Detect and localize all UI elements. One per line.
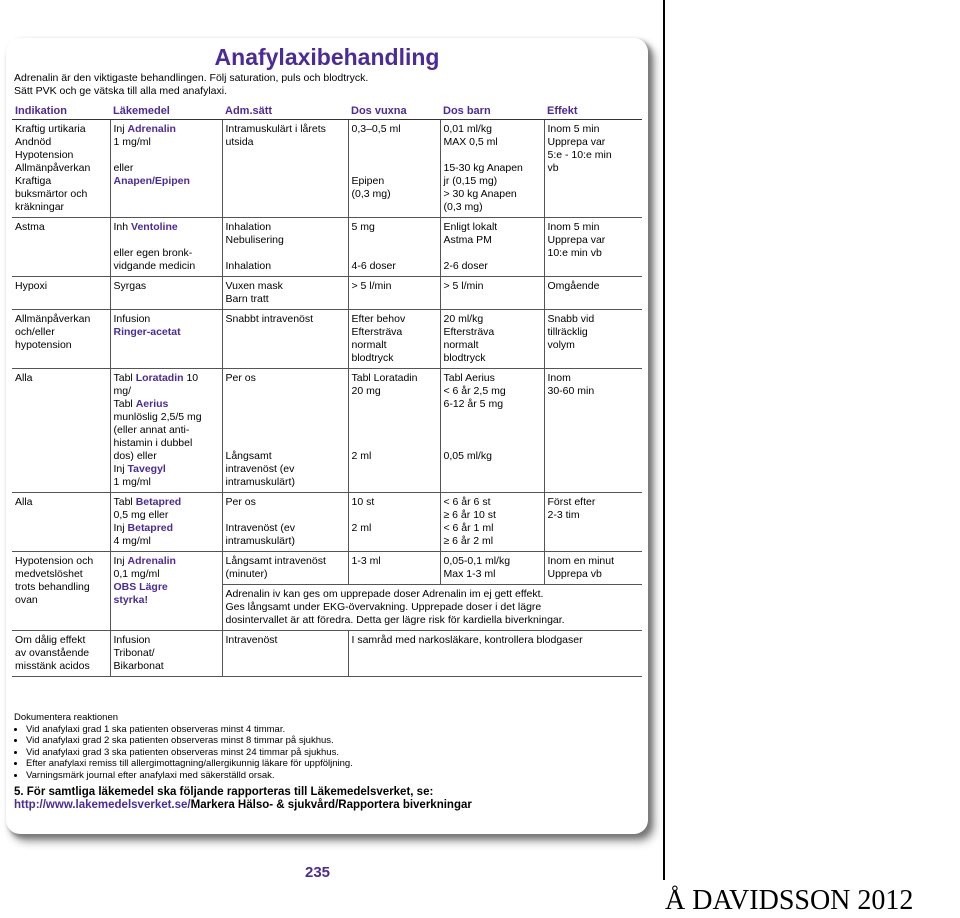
cell-dos-barn: 0,01 ml/kg MAX 0,5 ml 15-30 kg Anapen jr (0,15 mg) > 30 kg Anapen (0,3 mg) xyxy=(440,120,544,218)
cell-dos-barn: 0,05-0,1 ml/kg Max 1-3 ml xyxy=(440,552,544,585)
cell-lakemedel: Inj Adrenalin 1 mg/ml eller Anapen/Epipen xyxy=(110,120,222,218)
cell-dos-vuxna: Tabl Loratadin 20 mg 2 ml xyxy=(348,369,440,493)
cell-lakemedel: Tabl Loratadin 10 mg/ Tabl Aerius munlöslig 2,5/5 mg (eller annat anti- histamin i dubbel dos) eller Inj Tavegyl 1 mg/ml xyxy=(110,369,222,493)
table-row xyxy=(12,310,642,369)
header-cell: Indikation xyxy=(12,104,110,120)
cell-effekt: Inom 5 min Upprepa var 10:e min vb xyxy=(544,218,642,277)
cell-admsatt: Inhalation Nebulisering Inhalation xyxy=(222,218,348,277)
cell-dos-vuxna: > 5 l/min xyxy=(348,277,440,310)
cell-indikation: Hypoxi xyxy=(12,277,110,310)
reporting-note: 5. För samtliga läkemedel ska följande rapporteras till Läkemedelsverket, se: http://www.lakemedelsverket.se/Markera Hälso- & sjukvård/Rapportera biverkningar xyxy=(14,786,472,811)
table-row xyxy=(12,120,642,218)
list-item: • Varningsmärk journal efter anafylaxi med säkerställd orsak. xyxy=(26,770,353,782)
cell-indikation: Hypotension och medvetslöshet trots behandling ovan xyxy=(12,552,110,631)
cell-note: I samråd med narkosläkare, kontrollera blodgaser xyxy=(348,631,642,677)
cell-dos-barn: 20 ml/kg Eftersträva normalt blodtryck xyxy=(440,310,544,369)
cell-dos-barn: > 5 l/min xyxy=(440,277,544,310)
cell-effekt: Inom 30-60 min xyxy=(544,369,642,493)
table-row xyxy=(12,631,642,677)
header-cell: Effekt xyxy=(544,104,642,120)
cell-dos-vuxna: 0,3–0,5 ml Epipen (0,3 mg) xyxy=(348,120,440,218)
page-number: 235 xyxy=(305,864,331,881)
cell-indikation: Kraftig urtikaria Andnöd Hypotension Allmänpåverkan Kraftiga buksmärtor och kräkningar xyxy=(12,120,110,218)
cell-indikation: Alla xyxy=(12,369,110,493)
list-item: • Vid anafylaxi grad 2 ska patienten observeras minst 8 timmar på sjukhus. xyxy=(26,735,353,747)
cell-admsatt: Vuxen mask Barn tratt xyxy=(222,277,348,310)
documentation-notes: Dokumentera reaktionen • Vid anafylaxi grad 1 ska patienten observeras minst 4 timmar. • Vid anafylaxi grad 2 ska patienten observeras minst 8 timmar på sjukhus. • Vid anafylaxi grad 3 ska patienten observeras minst 24 timmar på sjukhus. • Efter anafylaxi remiss till allergimottagning/allergikunnig läkare för uppföljning. • Varningsmärk journal efter anafylaxi med säkerställd orsak. xyxy=(14,712,353,781)
cell-effekt: Omgående xyxy=(544,277,642,310)
cell-lakemedel: Inj Adrenalin 0,1 mg/ml OBS Lägre styrka! xyxy=(110,552,222,631)
cell-indikation: Allmänpåverkan och/eller hypotension xyxy=(12,310,110,369)
cell-effekt: Först efter 2-3 tim xyxy=(544,493,642,552)
cell-admsatt: Snabbt intravenöst xyxy=(222,310,348,369)
treatment-table xyxy=(12,104,642,677)
cell-dos-vuxna: Efter behov Eftersträva normalt blodtryck xyxy=(348,310,440,369)
cell-dos-barn: Enligt lokalt Astma PM 2-6 doser xyxy=(440,218,544,277)
list-item: • Efter anafylaxi remiss till allergimottagning/allergikunnig läkare för uppföljning. xyxy=(26,758,353,770)
intro-text: Adrenalin är den viktigaste behandlingen. Följ saturation, puls och blodtryck. Sätt PVK och ge vätska till alla med anafylaxi. xyxy=(14,72,369,97)
cell-dos-vuxna: 5 mg 4-6 doser xyxy=(348,218,440,277)
cell-dos-vuxna: 1-3 ml xyxy=(348,552,440,585)
cell-admsatt: Intravenöst xyxy=(222,631,348,677)
cell-lakemedel: Tabl Betapred 0,5 mg eller Inj Betapred 4 mg/ml xyxy=(110,493,222,552)
cell-dos-vuxna: 10 st 2 ml xyxy=(348,493,440,552)
author-credit: Å DAVIDSSON 2012 xyxy=(665,885,914,916)
list-item: • Vid anafylaxi grad 3 ska patienten observeras minst 24 timmar på sjukhus. xyxy=(26,747,353,759)
table-row xyxy=(12,493,642,552)
cell-admsatt: Långsamt intravenöst (minuter) xyxy=(222,552,348,585)
header-cell: Dos barn xyxy=(440,104,544,120)
cell-lakemedel: Inh Ventoline eller egen bronk- vidgande medicin xyxy=(110,218,222,277)
cell-indikation: Alla xyxy=(12,493,110,552)
cell-note: Adrenalin iv kan ges om upprepade doser Adrenalin im ej gett effekt. Ges långsamt under EKG-övervakning. Upprepade doser i det lägre dosintervallet är att föredra. Detta ger lägre risk för kardiella biverkningar. xyxy=(222,585,642,631)
table-row xyxy=(12,277,642,310)
cell-dos-barn: Tabl Aerius < 6 år 2,5 mg 6-12 år 5 mg 0,05 ml/kg xyxy=(440,369,544,493)
lakemedelsverket-link[interactable]: http://www.lakemedelsverket.se/ xyxy=(14,799,191,811)
header-cell: Adm.sätt xyxy=(222,104,348,120)
cell-admsatt: Per os Intravenöst (ev intramuskulärt) xyxy=(222,493,348,552)
cell-dos-barn: < 6 år 6 st ≥ 6 år 10 st < 6 år 1 ml ≥ 6 år 2 ml xyxy=(440,493,544,552)
header-cell: Dos vuxna xyxy=(348,104,440,120)
cell-effekt: Inom 5 min Upprepa var 5:e - 10:e min vb xyxy=(544,120,642,218)
cell-admsatt: Per os Långsamt intravenöst (ev intramuskulärt) xyxy=(222,369,348,493)
divider-line xyxy=(663,0,665,880)
list-item: • Vid anafylaxi grad 1 ska patienten observeras minst 4 timmar. xyxy=(26,724,353,736)
table-row xyxy=(12,218,642,277)
cell-indikation: Astma xyxy=(12,218,110,277)
cell-lakemedel: Syrgas xyxy=(110,277,222,310)
cell-effekt: Snabb vid tillräcklig volym xyxy=(544,310,642,369)
cell-admsatt: Intramuskulärt i lårets utsida xyxy=(222,120,348,218)
table-row xyxy=(12,552,642,585)
cell-effekt: Inom en minut Upprepa vb xyxy=(544,552,642,585)
page-title: Anafylaxibehandling xyxy=(214,44,440,70)
header-cell: Läkemedel xyxy=(110,104,222,120)
table-row xyxy=(12,369,642,493)
cell-indikation: Om dålig effekt av ovanstående misstänk acidos xyxy=(12,631,110,677)
table-header xyxy=(12,104,642,120)
cell-lakemedel: Infusion Ringer-acetat xyxy=(110,310,222,369)
cell-lakemedel: Infusion Tribonat/ Bikarbonat xyxy=(110,631,222,677)
